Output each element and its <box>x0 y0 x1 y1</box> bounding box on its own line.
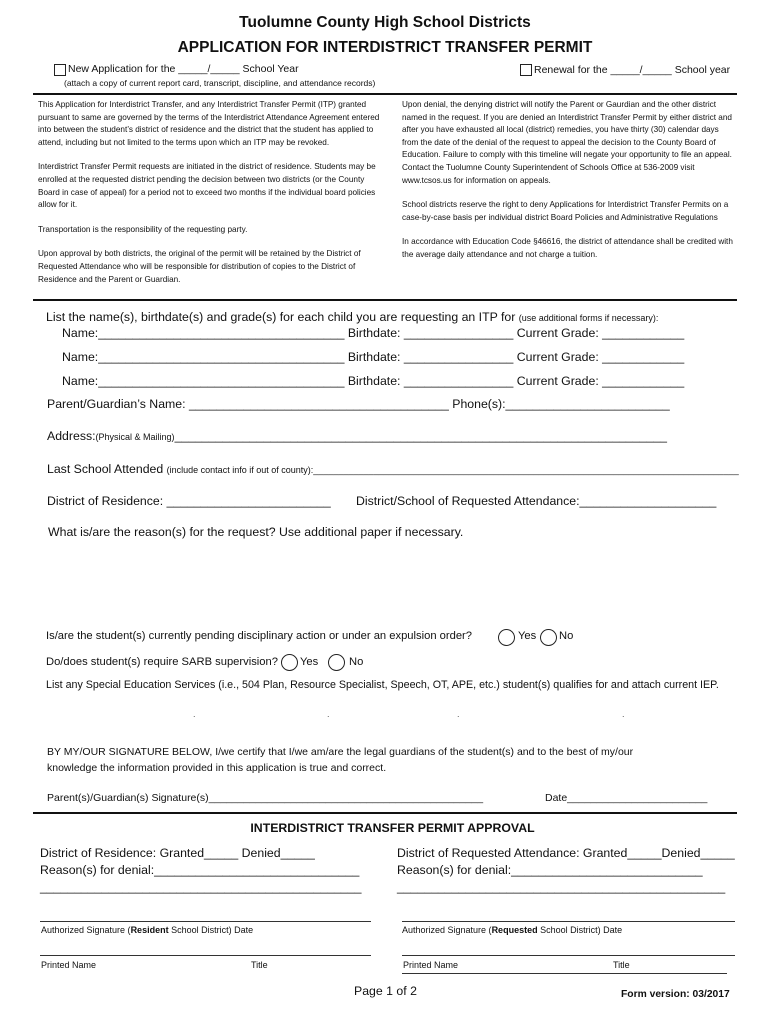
info-paragraph: Transportation is the responsibility of the requesting party. <box>38 224 248 234</box>
disciplinary-no-radio[interactable] <box>540 629 557 646</box>
info-paragraph: Interdistrict Transfer Permit requests are initiated in the district of residence. Students may be enrolled at the requested district pending the decision between two districts (or the County Board in case of appeal) for a period not to exceed two months if the individual board policies allow for it. <box>38 162 376 210</box>
certification-statement-line1: BY MY/OUR SIGNATURE BELOW, I/we certify that I/we am/are the legal guardians of the student(s) and to the best of my/our <box>47 746 634 758</box>
requested-auth-bold: Requested <box>491 925 538 935</box>
disciplinary-question: Is/are the student(s) currently pending disciplinary action or under an expulsion order? <box>46 630 472 642</box>
info-paragraph: Upon approval by both districts, the original of the permit will be retained by the District of Requested Attendance who will be responsible for distribution of copies to the District of Residence and the Parent or Guardian. <box>38 249 361 284</box>
disciplinary-no-label: No <box>559 630 574 642</box>
last-school-line: _____________________________________________________________________________________ <box>313 465 739 475</box>
info-paragraph: Upon denial, the denying district will notify the Parent or Gaurdian and the other district named in the request. If you are denied an Interdistrict Transfer Permit by either district and after you have exhausted all local (district) remedies, you have thirty (30) calendar days from the date of the denial of the request to appeal the decision to the County Board of Education. Failure to comply with this timeline will negate your opportunity to file an appeal. Contact the Tuolumne County Superintendent of Schools Office at 536-2009 visit www.tcsos.us for information on appeals. <box>402 100 732 185</box>
approval-divider <box>33 812 737 814</box>
renewal-checkbox[interactable] <box>520 64 532 76</box>
child-row-2[interactable]: Name:____________________________________ Birthdate: ________________ Current Grade: ____________ <box>62 350 685 364</box>
address-label: Address: <box>47 429 96 443</box>
requested-title-label: Title <box>613 960 630 970</box>
renewal-label: Renewal for the _____/_____ School year <box>534 64 731 76</box>
resident-printed-name-label: Printed Name <box>41 960 97 970</box>
last-school-note: (include contact info if out of county): <box>166 465 314 475</box>
form-title: Tuolumne County High School Districts <box>239 14 531 31</box>
header-divider <box>33 93 737 95</box>
page-number: Page 1 of 2 <box>354 984 417 998</box>
children-intro <box>46 310 658 324</box>
approval-title: INTERDISTRICT TRANSFER PERMIT APPROVAL <box>250 821 535 835</box>
resident-denial-reason[interactable]: Reason(s) for denial:______________________________ <box>40 863 360 877</box>
reason-prompt: What is/are the reason(s) for the request? Use additional paper if necessary. <box>48 525 464 539</box>
resident-auth-prefix: Authorized Signature ( <box>41 925 131 935</box>
sarb-yes-radio[interactable] <box>281 654 298 671</box>
last-school-field[interactable] <box>47 462 739 476</box>
parent-signature-date[interactable]: Date________________________ <box>545 792 708 804</box>
info-paragraph: School districts reserve the right to deny Applications for Interdistrict Transfer Permits on a case-by-case basis per individual district Board Policies and Administrative Regulations <box>402 200 729 222</box>
sarb-no-radio[interactable] <box>328 654 345 671</box>
info-paragraph: This Application for Interdistrict Transfer, and any Interdistrict Transfer Permit (ITP) granted pursuant to same are governed by the terms of the Interdistrict Attendance Agreement entered into between the student’s district of residence and the district that the student has applied to attend, including but not limited to the terms upon which an ITP may be revoked. <box>38 100 380 147</box>
resident-title-label: Title <box>251 960 268 970</box>
info-paragraph: In accordance with Education Code §46616, the district of attendance shall be credited with the average daily attendance and not charge a tuition. <box>402 237 733 259</box>
disciplinary-yes-label: Yes <box>518 630 537 642</box>
field-marker: . <box>193 709 196 719</box>
certification-statement-line2: knowledge the information provided in this application is true and correct. <box>47 762 387 774</box>
resident-denial-line[interactable]: _______________________________________________ <box>40 880 362 894</box>
resident-auth-suffix: School District) Date <box>168 925 254 935</box>
parent-signature-field[interactable]: Parent(s)/Guardian(s) Signature(s)_______________________________________________ <box>47 792 484 804</box>
child-row-3[interactable]: Name:____________________________________ Birthdate: ________________ Current Grade: ____________ <box>62 374 685 388</box>
info-left-column <box>38 99 383 286</box>
child-row-1[interactable]: Name:____________________________________ Birthdate: ________________ Current Grade: ____________ <box>62 326 685 340</box>
sarb-question: Do/does student(s) require SARB supervision? <box>46 656 278 668</box>
requested-printed-name-line[interactable] <box>402 955 735 956</box>
resident-auth-bold: Resident <box>130 925 169 935</box>
parent-guardian-field[interactable]: Parent/Guardian’s Name: ______________________________________ Phone(s):________________________ <box>47 397 670 411</box>
address-field[interactable] <box>47 429 667 443</box>
sarb-no-label: No <box>349 656 364 668</box>
special-ed-prompt: List any Special Education Services (i.e., 504 Plan, Resource Specialist, Speech, OT, APE, etc.) student(s) qualifies for and attach current IEP. <box>46 679 719 691</box>
district-requested-field[interactable]: District/School of Requested Attendance:____________________ <box>356 494 717 508</box>
requested-signature-line[interactable] <box>402 921 735 922</box>
address-note: (Physical & Mailing) <box>95 432 175 442</box>
children-intro-note: (use additional forms if necessary): <box>518 313 659 323</box>
sarb-yes-label: Yes <box>300 656 319 668</box>
field-marker: . <box>622 709 625 719</box>
form-version: Form version: 03/2017 <box>621 989 730 1000</box>
requested-denial-line[interactable]: ________________________________________________ <box>397 880 726 894</box>
requested-title-underline <box>402 973 727 974</box>
info-right-column <box>402 99 735 262</box>
requested-authorized-signature-label <box>402 925 622 935</box>
attach-note: (attach a copy of current report card, transcript, discipline, and attendance records) <box>64 78 376 88</box>
new-application-checkbox[interactable] <box>54 64 66 76</box>
requested-auth-suffix: School District) Date <box>537 925 623 935</box>
last-school-label: Last School Attended <box>47 462 167 476</box>
resident-decision[interactable]: District of Residence: Granted_____ Denied_____ <box>40 846 315 860</box>
requested-printed-name-label: Printed Name <box>403 960 459 970</box>
field-marker: . <box>327 709 330 719</box>
disciplinary-yes-radio[interactable] <box>498 629 515 646</box>
requested-decision[interactable]: District of Requested Attendance: Granted_____Denied_____ <box>397 846 735 860</box>
requested-auth-prefix: Authorized Signature ( <box>402 925 492 935</box>
resident-signature-line[interactable] <box>40 921 371 922</box>
field-marker: . <box>457 709 460 719</box>
requested-denial-reason[interactable]: Reason(s) for denial:____________________________ <box>397 863 703 877</box>
info-divider <box>33 299 737 301</box>
resident-printed-name-line[interactable] <box>40 955 371 956</box>
district-residence-field[interactable]: District of Residence: ________________________ <box>47 494 331 508</box>
address-line: ________________________________________________________________________ <box>174 429 667 443</box>
resident-authorized-signature-label <box>41 925 253 935</box>
children-intro-text: List the name(s), birthdate(s) and grade(s) for each child you are requesting an ITP for <box>46 310 516 324</box>
new-application-label: New Application for the _____/_____ School Year <box>68 63 299 75</box>
form-subtitle: APPLICATION FOR INTERDISTRICT TRANSFER PERMIT <box>177 39 593 56</box>
